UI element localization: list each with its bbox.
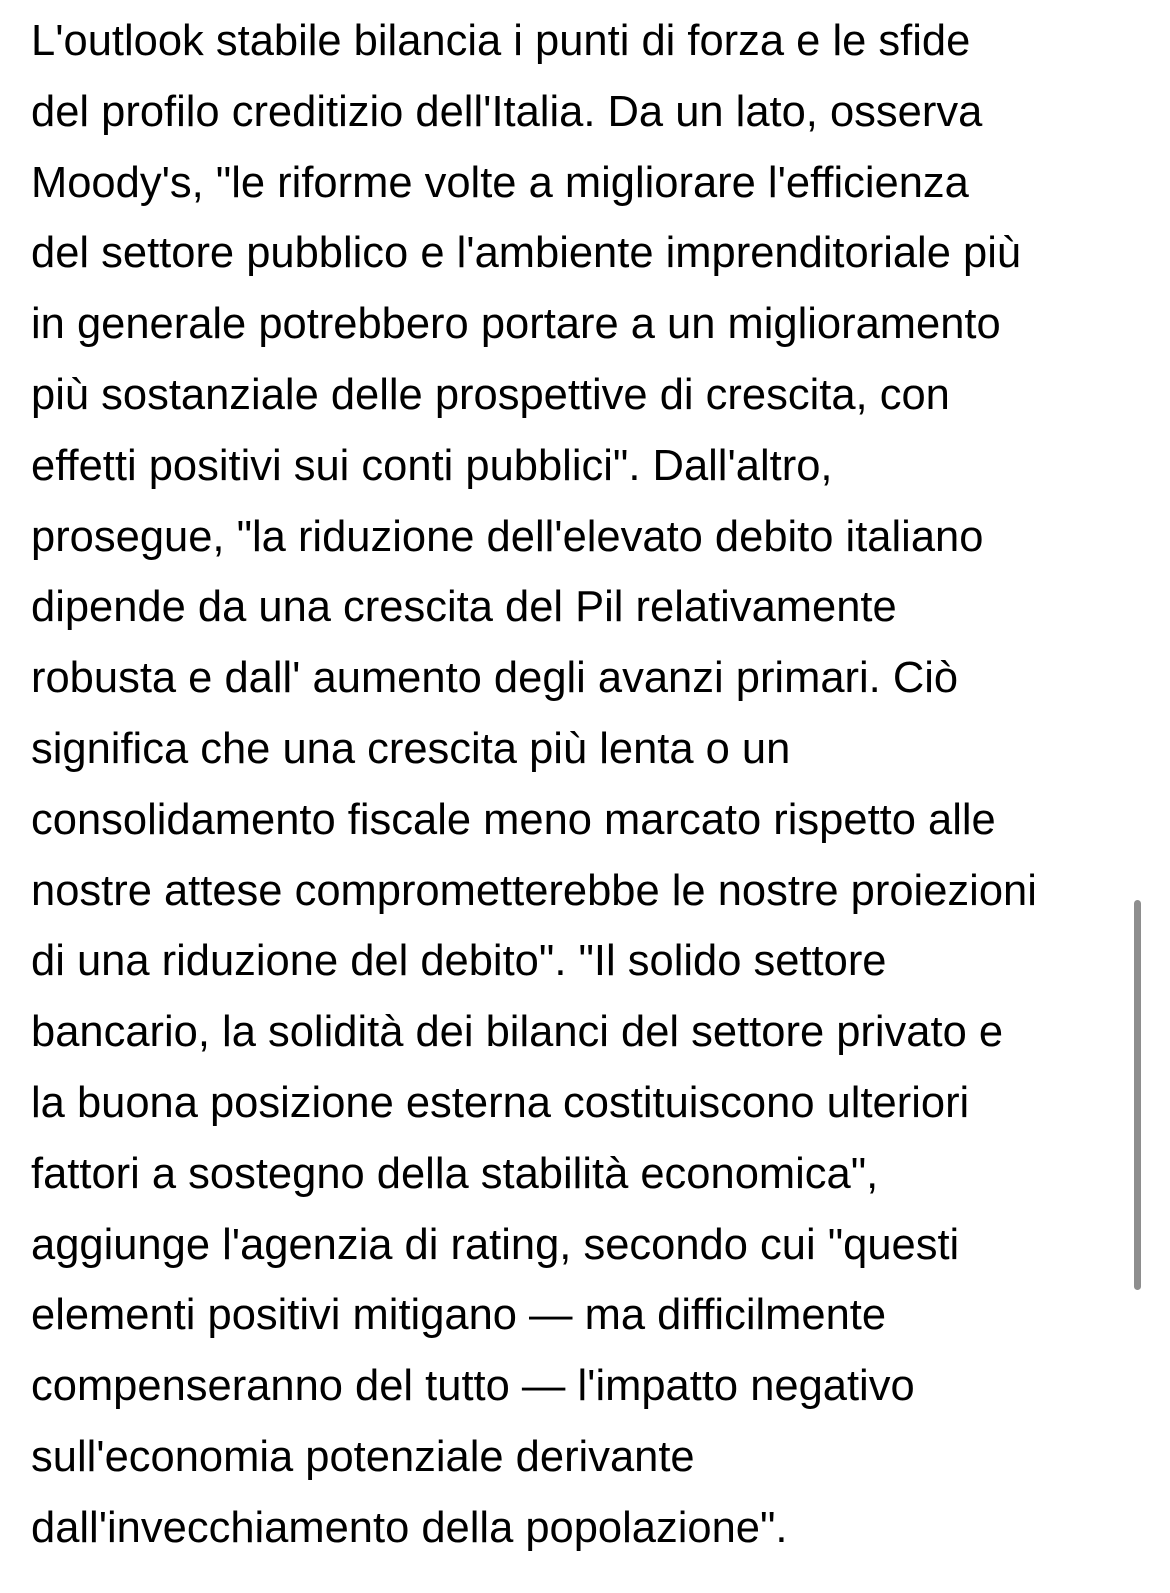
- paragraph-line: in generale potrebbero portare a un miglioramento: [31, 300, 1001, 349]
- paragraph-line: aggiunge l'agenzia di rating, secondo cui "questi: [31, 1220, 960, 1269]
- paragraph-line: nostre attese comprometterebbe le nostre proiezioni: [31, 866, 1037, 915]
- paragraph-line: più sostanziale delle prospettive di crescita, con: [31, 370, 950, 419]
- paragraph-line: fattori a sostegno della stabilità economica",: [31, 1149, 879, 1198]
- paragraph-line: L'outlook stabile bilancia i punti di forza e le sfide: [31, 17, 971, 65]
- paragraph-line: dipende da una crescita del Pil relativamente: [31, 583, 897, 632]
- paragraph-line: la buona posizione esterna costituiscono ulteriori: [31, 1078, 970, 1127]
- paragraph-line: prosegue, "la riduzione dell'elevato debito italiano: [31, 512, 984, 561]
- paragraph-line: sull'economia potenziale derivante: [31, 1432, 695, 1481]
- paragraph-line: compenseranno del tutto — l'impatto negativo: [31, 1362, 915, 1411]
- paragraph-line: elementi positivi mitigano — ma difficilmente: [31, 1291, 887, 1340]
- paragraph-line: Moody's, "le riforme volte a migliorare l'efficienza: [31, 158, 969, 207]
- paragraph-line: bancario, la solidità dei bilanci del settore privato e: [31, 1008, 1004, 1057]
- paragraph-line: consolidamento fiscale meno marcato rispetto alle: [31, 795, 996, 844]
- paragraph-line: del settore pubblico e l'ambiente imprenditoriale più: [31, 229, 1022, 278]
- vertical-scrollbar[interactable]: [1134, 900, 1141, 1290]
- paragraph-line: dall'invecchiamento della popolazione".: [31, 1503, 788, 1552]
- paragraph-line: effetti positivi sui conti pubblici". Dall'altro,: [31, 441, 833, 490]
- paragraph-line: significa che una crescita più lenta o un: [31, 724, 791, 773]
- article-paragraph: [31, 6, 1131, 1564]
- paragraph-line: del profilo creditizio dell'Italia. Da un lato, osserva: [31, 87, 983, 136]
- paragraph-line: di una riduzione del debito". "Il solido settore: [31, 937, 887, 986]
- paragraph-line: robusta e dall' aumento degli avanzi primari. Ciò: [31, 654, 959, 703]
